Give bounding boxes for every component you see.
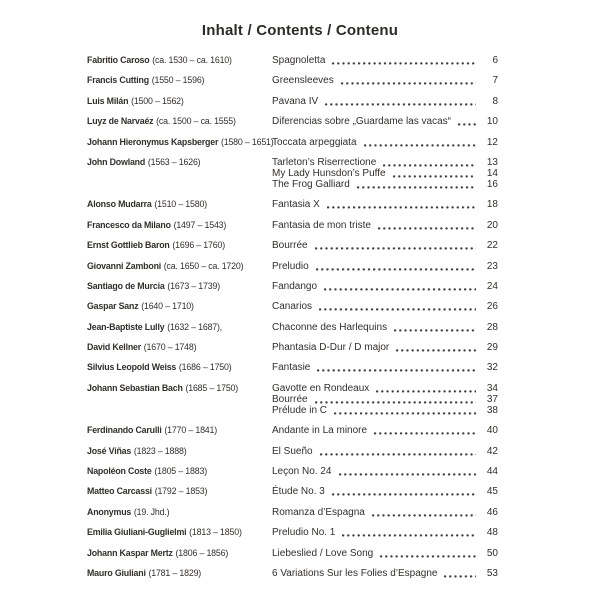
dot-leader [357, 184, 476, 189]
composer-dates: (1813 – 1850) [189, 527, 242, 539]
work-title: The Frog Galliard [272, 178, 350, 190]
work-row [272, 220, 498, 231]
works-cell [272, 137, 498, 148]
dot-leader [339, 471, 477, 476]
page-number: 24 [486, 280, 498, 292]
dot-leader [372, 512, 476, 517]
dot-leader [334, 410, 476, 415]
page-number: 32 [486, 362, 498, 374]
work-row [272, 168, 498, 179]
works-cell [272, 486, 498, 497]
works-cell [272, 568, 498, 579]
composer-dates: (19. Jhd.) [133, 506, 170, 518]
works-cell [272, 220, 498, 231]
dot-leader [378, 225, 476, 230]
work-row [272, 116, 498, 127]
composer-dates: (1806 – 1856) [175, 547, 229, 559]
page-number: 10 [486, 116, 498, 128]
composer-cell [87, 362, 257, 373]
work-row [272, 137, 498, 148]
work-row [272, 179, 498, 190]
page-number: 26 [486, 301, 498, 313]
work-title: Diferencias sobre „Guardame las vacas“ [272, 116, 451, 128]
works-cell [272, 425, 498, 436]
work-title: Toccata arpeggiata [272, 136, 357, 148]
composer-cell [87, 322, 257, 333]
composer-cell [87, 75, 257, 86]
work-row [272, 75, 498, 86]
dot-leader [319, 306, 476, 311]
works-cell [272, 322, 498, 333]
work-title: Prélude in C [272, 404, 328, 416]
composer-name: Francis Cutting [87, 75, 149, 87]
dot-leader [396, 347, 476, 352]
composer-cell [87, 261, 257, 272]
work-title: Fantasie [272, 362, 311, 374]
page-number: 16 [486, 178, 498, 190]
work-title: My Lady Hunsdon’s Puffe [272, 167, 386, 179]
composer-cell [87, 136, 274, 148]
works-cell [272, 55, 498, 66]
toc-entry [87, 446, 498, 457]
toc-entry [87, 55, 498, 66]
work-title: Romanza d’Espagna [272, 506, 365, 518]
dot-leader [327, 204, 476, 209]
toc-entry [87, 425, 498, 436]
composer-name: Silvius Leopold Weiss [87, 362, 177, 374]
composer-name: Johann Hieronymus Kapsberger [87, 136, 219, 148]
composer-dates: (1781 – 1829) [148, 567, 202, 579]
composer-dates: (1686 – 1750) [178, 362, 232, 374]
dot-leader [374, 430, 476, 435]
composer-cell [87, 527, 257, 538]
toc-entry [87, 322, 498, 333]
composer-name: Gaspar Sanz [87, 301, 139, 313]
toc-entry [87, 96, 498, 107]
work-row [272, 466, 498, 477]
composer-name: Giovanni Zamboni [87, 260, 162, 272]
composer-name: Alonso Mudarra [87, 199, 152, 211]
works-cell [272, 342, 498, 353]
dot-leader [324, 286, 476, 291]
work-row [272, 486, 498, 497]
work-title: Fantasia de mon triste [272, 219, 371, 231]
dot-leader [444, 573, 476, 578]
composer-dates: (1510 – 1580) [154, 199, 207, 211]
composer-cell [87, 446, 257, 457]
works-cell [272, 527, 498, 538]
composer-name: Mauro Giuliani [87, 567, 146, 579]
composer-dates: (1792 – 1853) [154, 486, 208, 498]
composer-name: Johann Kaspar Mertz [87, 547, 173, 559]
toc-entry [87, 568, 498, 579]
toc-entry [87, 220, 498, 231]
dot-leader [393, 173, 476, 178]
composer-name: José Viñas [87, 445, 132, 457]
works-cell [272, 96, 498, 107]
page-number: 18 [486, 199, 498, 211]
page-number: 50 [486, 547, 498, 559]
dot-leader [341, 80, 476, 85]
toc-entry [87, 486, 498, 497]
works-cell [272, 383, 498, 416]
toc-entry [87, 383, 498, 416]
page-number: 14 [486, 167, 498, 179]
composer-cell [87, 466, 257, 477]
toc-entry [87, 116, 498, 127]
composer-cell [87, 342, 257, 353]
dot-leader [320, 451, 476, 456]
work-title: Fandango [272, 280, 318, 292]
work-title: Étude No. 3 [272, 486, 325, 498]
work-title: Andante in La minore [272, 425, 368, 437]
work-title: Preludio No. 1 [272, 527, 336, 539]
works-cell [272, 548, 498, 559]
toc-entry [87, 240, 498, 251]
work-row [272, 568, 498, 579]
composer-cell [87, 240, 257, 251]
composer-dates: (1696 – 1760) [172, 240, 225, 252]
composer-dates: (ca. 1530 – ca. 1610) [152, 55, 232, 66]
toc-entry [87, 301, 498, 312]
work-title: Tarleton’s Riserrectione [272, 156, 377, 168]
page-number: 20 [486, 219, 498, 231]
work-row [272, 362, 498, 373]
work-row [272, 405, 498, 416]
composer-dates: (1580 – 1651) [220, 136, 274, 148]
works-cell [272, 362, 498, 373]
works-cell [272, 116, 498, 127]
composer-cell [87, 507, 257, 518]
composer-cell [87, 486, 257, 497]
composer-cell [87, 425, 257, 436]
toc-entry [87, 281, 498, 292]
work-row [272, 548, 498, 559]
dot-leader [332, 491, 476, 496]
composer-dates: (1685 – 1750) [185, 382, 239, 394]
dot-leader [376, 388, 476, 393]
page-number: 23 [486, 260, 498, 272]
dot-leader [394, 327, 476, 332]
page-number: 48 [486, 527, 498, 539]
composer-dates: (1673 – 1739) [167, 280, 220, 292]
composer-name: Fabritio Caroso [87, 55, 150, 66]
dot-leader [364, 142, 476, 147]
page-number: 46 [486, 506, 498, 518]
work-row [272, 425, 498, 436]
work-row [272, 199, 498, 210]
toc-entry [87, 466, 498, 477]
page-number: 53 [486, 567, 498, 579]
toc-entry [87, 527, 498, 538]
page-number: 44 [486, 466, 498, 478]
composer-cell [87, 55, 257, 66]
page-number: 40 [486, 425, 498, 437]
dot-leader [317, 367, 476, 372]
composer-name: Luis Milán [87, 95, 129, 107]
composer-dates: (1497 – 1543) [173, 219, 227, 231]
works-cell [272, 301, 498, 312]
works-cell [272, 507, 498, 518]
page-number: 34 [486, 382, 498, 394]
work-title: Canarios [272, 301, 313, 313]
composer-dates: (1805 – 1883) [154, 466, 207, 478]
composer-dates: (1823 – 1888) [133, 445, 187, 457]
work-row [272, 55, 498, 66]
work-row [272, 301, 498, 312]
page-number: 7 [492, 75, 498, 87]
composer-dates: (1500 – 1562) [131, 95, 184, 107]
work-title: Fantasia X [272, 199, 320, 211]
page-number: 6 [492, 55, 498, 66]
composer-dates: (1770 – 1841) [164, 425, 218, 437]
works-cell [272, 75, 498, 86]
dot-leader [458, 121, 476, 126]
toc-entry [87, 199, 498, 210]
composer-name: Napoléon Coste [87, 466, 152, 478]
dot-leader [342, 532, 476, 537]
work-row [272, 527, 498, 538]
dot-leader [383, 162, 476, 167]
composer-name: Luyz de Narvaéz [87, 116, 154, 128]
works-cell [272, 240, 498, 251]
composer-name: Francesco da Milano [87, 219, 171, 231]
work-title: 6 Variations Sur les Folies d’Espagne [272, 567, 438, 579]
composer-dates: (1670 – 1748) [143, 342, 197, 354]
work-title: El Sueño [272, 445, 313, 457]
work-row [272, 394, 498, 405]
work-title: Chaconne des Harlequins [272, 321, 388, 333]
toc-entry [87, 548, 498, 559]
works-cell [272, 157, 498, 190]
work-title: Bourrée [272, 393, 308, 405]
works-cell [272, 446, 498, 457]
work-row [272, 322, 498, 333]
page-number: 29 [486, 342, 498, 354]
toc-entry [87, 157, 498, 190]
work-row [272, 281, 498, 292]
composer-name: Matteo Carcassi [87, 486, 152, 498]
composer-cell [87, 568, 257, 579]
works-cell [272, 261, 498, 272]
composer-dates: (1640 – 1710) [141, 301, 194, 313]
dot-leader [380, 553, 476, 558]
composer-name: Santiago de Murcia [87, 280, 165, 292]
composer-dates: (1632 – 1687), [167, 321, 223, 333]
page-number: 22 [486, 240, 498, 252]
works-cell [272, 281, 498, 292]
work-title: Leçon No. 24 [272, 466, 332, 478]
toc-entry [87, 362, 498, 373]
work-title: Preludio [272, 260, 309, 272]
work-title: Pavana IV [272, 95, 319, 107]
composer-name: David Kellner [87, 342, 142, 354]
composer-dates: (ca. 1500 – ca. 1555) [156, 116, 236, 128]
composer-cell [87, 301, 257, 312]
work-row [272, 507, 498, 518]
works-cell [272, 199, 498, 210]
composer-cell [87, 157, 257, 168]
composer-cell [87, 220, 257, 231]
composer-cell [87, 116, 257, 127]
toc-entry [87, 342, 498, 353]
composer-cell [87, 383, 257, 394]
composer-name: Jean-Baptiste Lully [87, 321, 165, 333]
work-row [272, 96, 498, 107]
composer-name: John Dowland [87, 156, 146, 168]
work-row [272, 157, 498, 168]
composer-cell [87, 548, 257, 559]
work-title: Phantasia D-Dur / D major [272, 342, 390, 354]
work-row [272, 342, 498, 353]
composer-cell [87, 199, 257, 210]
work-title: Greensleeves [272, 75, 334, 87]
dot-leader [332, 60, 476, 65]
toc-entry [87, 261, 498, 272]
page-title: Inhalt / Contents / Contenu [201, 22, 399, 39]
work-row [272, 240, 498, 251]
works-cell [272, 466, 498, 477]
page-number: 42 [486, 445, 498, 457]
work-title: Spagnoletta [272, 55, 326, 66]
composer-name: Emilia Giuliani-Guglielmi [87, 527, 187, 539]
dot-leader [325, 101, 476, 106]
work-row [272, 261, 498, 272]
work-title: Liebeslied / Love Song [272, 547, 374, 559]
toc-entries [87, 55, 498, 579]
dot-leader [315, 399, 476, 404]
composer-dates: (1563 – 1626) [147, 156, 201, 168]
page-number: 28 [486, 321, 498, 333]
dot-leader [316, 266, 476, 271]
toc-entry [87, 507, 498, 518]
composer-dates: (1550 – 1596) [151, 75, 205, 87]
page-number: 13 [486, 156, 498, 168]
composer-cell [87, 281, 257, 292]
work-title: Bourrée [272, 240, 308, 252]
composer-cell [87, 96, 257, 107]
page-number: 45 [486, 486, 498, 498]
toc-entry [87, 75, 498, 86]
page-number: 8 [492, 95, 498, 107]
page-number: 38 [486, 404, 498, 416]
dot-leader [315, 245, 476, 250]
page-number: 12 [486, 136, 498, 148]
composer-name: Anonymus [87, 506, 132, 518]
composer-name: Ferdinando Carulli [87, 425, 162, 437]
work-row [272, 446, 498, 457]
composer-name: Ernst Gottlieb Baron [87, 240, 170, 252]
toc-entry [87, 137, 498, 148]
work-row [272, 383, 498, 394]
composer-name: Johann Sebastian Bach [87, 382, 183, 394]
work-title: Gavotte en Rondeaux [272, 382, 370, 394]
page-number: 37 [486, 393, 498, 405]
composer-dates: (ca. 1650 – ca. 1720) [163, 260, 244, 272]
